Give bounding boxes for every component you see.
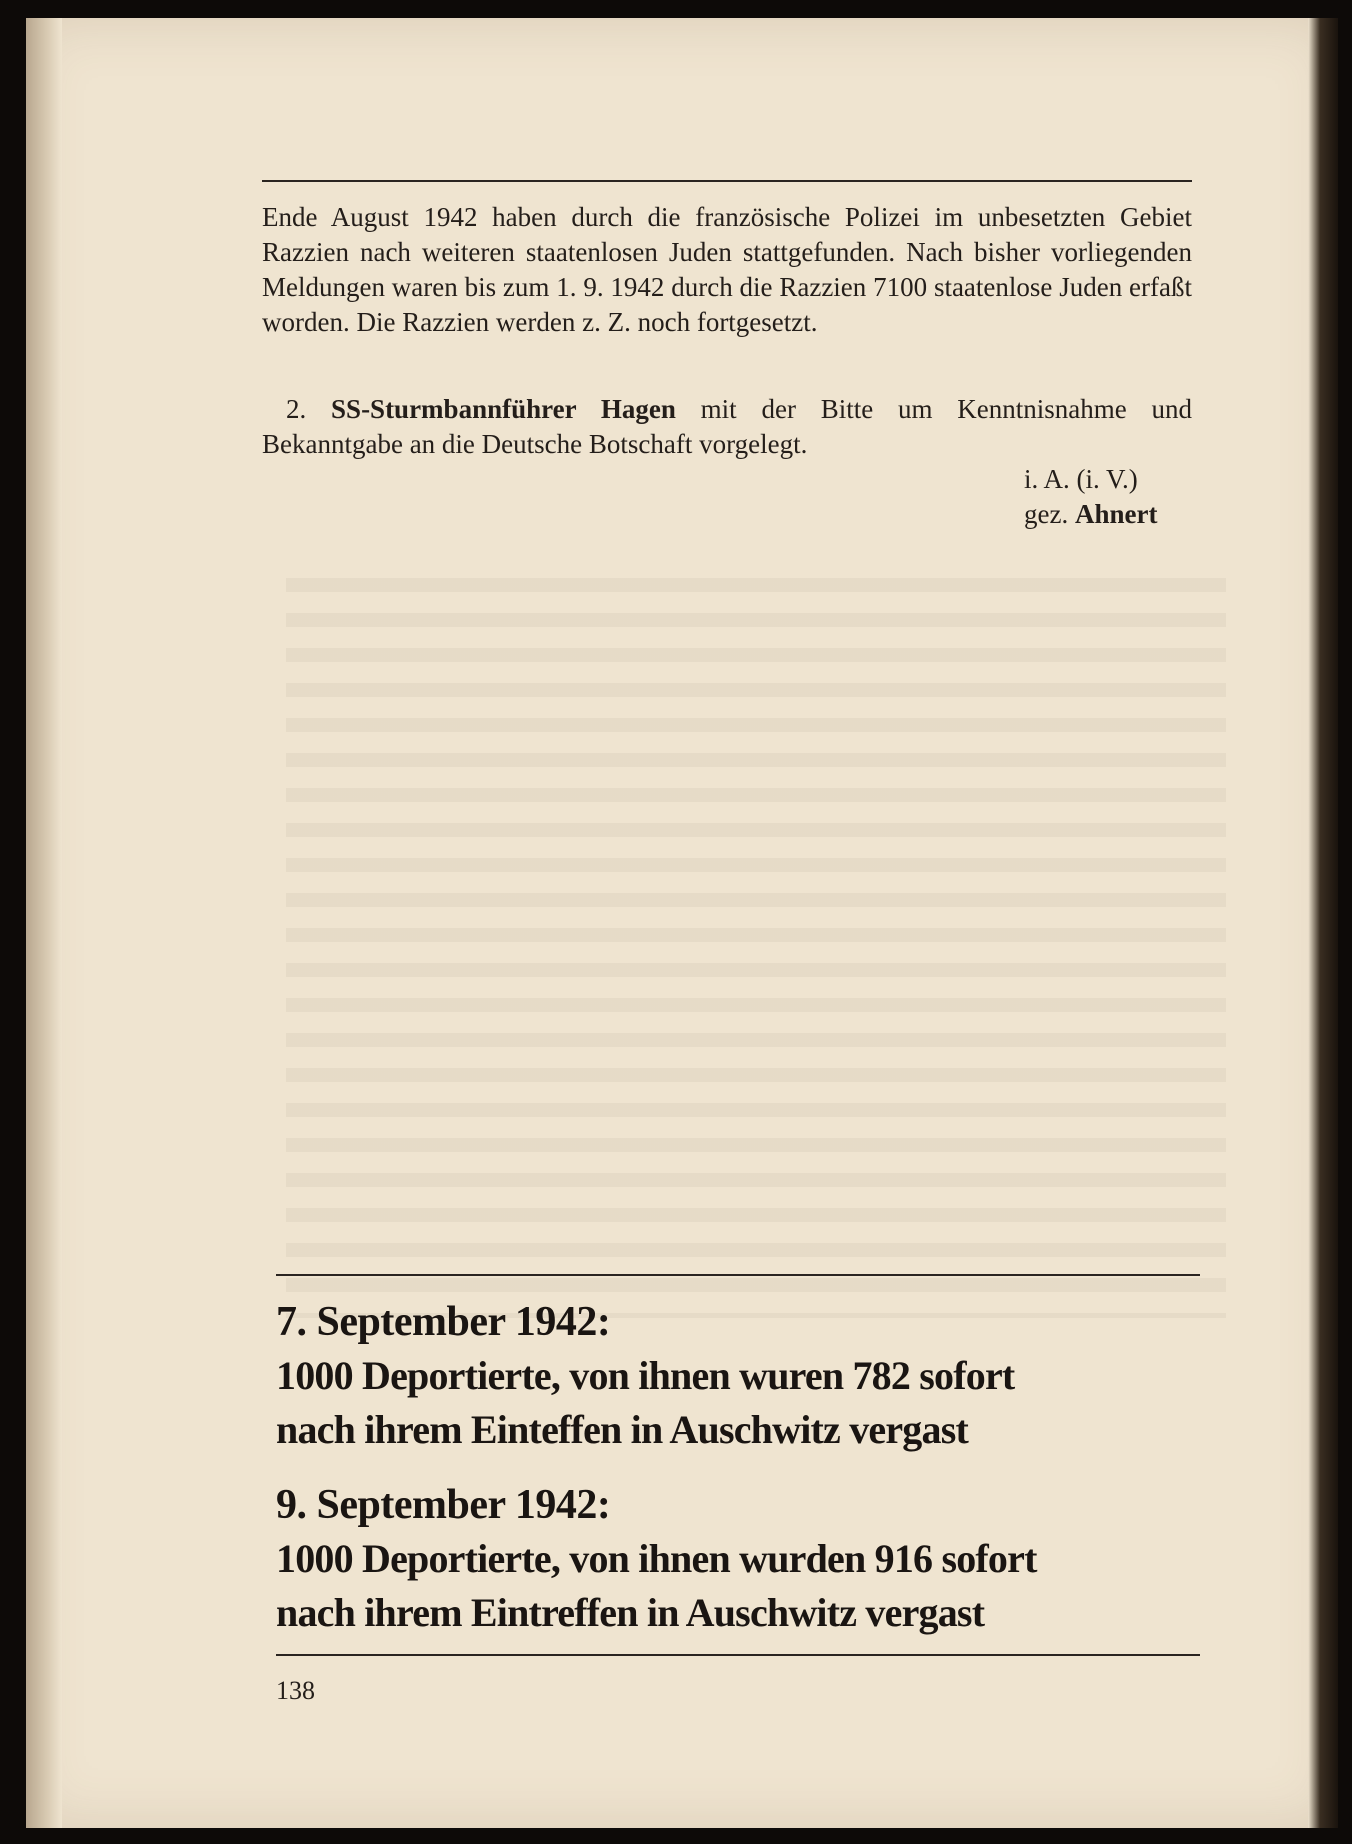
entry-date: 9. September 1942: <box>276 1482 611 1528</box>
entry-line-2: nach ihrem Einteffen in Auschwitz vergast <box>276 1407 968 1452</box>
page-edge-left <box>26 18 62 1828</box>
forwarding-text: mit der Bitte um Kenntnisnahme und Bekanntgabe an die Deutsche Botschaft vorgelegt. <box>262 394 1192 459</box>
entry-line-2: nach ihrem Eintreffen in Auschwitz vergast <box>276 1590 985 1635</box>
signature-name: Ahnert <box>1074 499 1158 529</box>
headline-top-rule <box>276 1274 1200 1276</box>
show-through-text <box>286 578 1226 1318</box>
recipient-name: SS-Sturmbannführer Hagen <box>331 394 676 424</box>
page-edge-right <box>1308 18 1338 1828</box>
page-number: 138 <box>276 1676 315 1705</box>
top-rule <box>262 180 1192 182</box>
paragraph-number: 2. <box>286 394 307 424</box>
signature-prefix: gez. <box>1024 499 1069 529</box>
entry-date: 7. September 1942: <box>276 1299 611 1345</box>
report-paragraph: Ende August 1942 haben durch die französische Polizei im unbesetzten Gebiet Razzien nach weiteren staatenlosen Juden stattgefunden. Nach bisher vorliegenden Meldungen waren bis zum 1. 9. 1942 durch die Razzien 7100 staatenlose Juden erfaßt worden. Die Razzien werden z. Z. noch fortgesetzt. <box>262 202 1192 337</box>
signature-line <box>1024 497 1194 532</box>
entry-line-1: 1000 Deportierte, von ihnen wurden 916 sofort <box>276 1536 1037 1581</box>
forwarding-paragraph <box>262 392 1192 462</box>
signature-authority: i. A. (i. V.) <box>1024 464 1138 494</box>
entry-september-7 <box>276 1295 1236 1457</box>
entry-september-9 <box>276 1478 1236 1640</box>
entry-line-1: 1000 Deportierte, von ihnen wuren 782 sofort <box>276 1353 1015 1398</box>
headline-bottom-rule <box>276 1654 1200 1656</box>
